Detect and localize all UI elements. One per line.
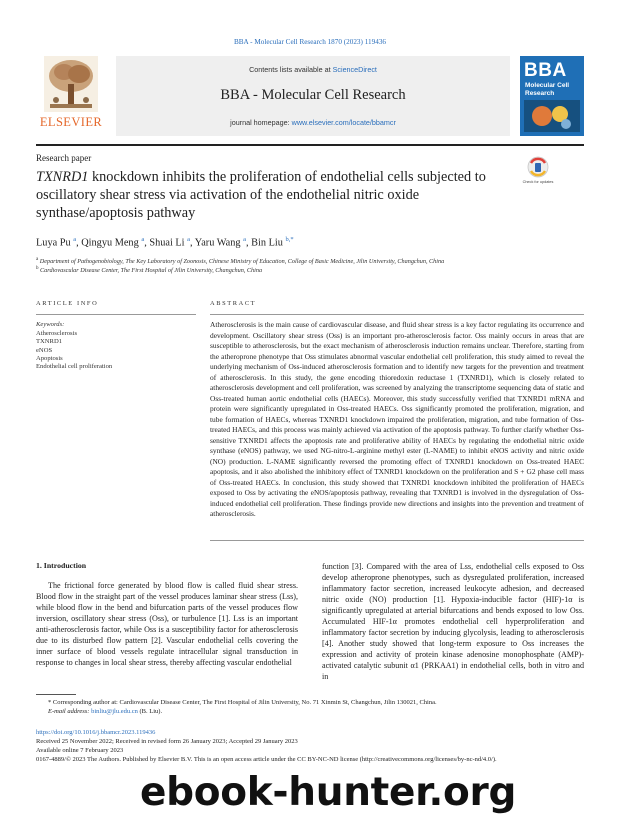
author-list: Luya Pu $^a$, Qingyu Meng $^a$, Shuai Li $^a$, Yaru Wang $^a$, Bin Liu $^{b,*}$: [36, 236, 294, 249]
available-online-date: Available online 7 February 2023: [36, 747, 124, 754]
watermark-text: ebook-hunter.org: [140, 770, 517, 815]
footnote-rule: [36, 694, 76, 695]
contents-line: [116, 65, 510, 74]
article-info-rule: [36, 314, 196, 315]
keywords-title: Keywords:: [36, 321, 65, 328]
author-affil-marker[interactable]: a: [73, 236, 77, 243]
article-title: [36, 168, 504, 222]
homepage-prefix: journal homepage:: [230, 118, 292, 127]
section-heading-introduction: 1. Introduction: [36, 561, 87, 570]
body-paragraph: The frictional force generated by blood flow is called fluid shear stress. Blood flow in the straight part of the vessel produces laminar shear stress (Lss), while blood flow in the bend and bifurcation parts of the vessel produces flow inversion, oscillatory shear stress (Oss), or turbulence [1]. Lss is an important anti-atherosclerosis factor, while Oss is a susceptibility factor for atherosclerosis due to its disturbed flow pattern [2]. Vascular endothelial cells covering the inner surface of blood vessels regulate intracellular signal transduction in response to changes in local shear stress, thereby affecting vascular endothelial: [36, 581, 298, 667]
journal-masthead: [116, 56, 510, 136]
title-gene: TXNRD1: [36, 169, 89, 185]
keyword-item: Atherosclerosis: [36, 330, 78, 337]
email-suffix: (B. Liu).: [137, 708, 163, 715]
journal-homepage-link[interactable]: www.elsevier.com/locate/bbamcr: [291, 118, 396, 127]
cover-artwork-icon: [524, 100, 580, 132]
affil-marker: a: [36, 257, 39, 262]
author-name[interactable]: Luya Pu: [36, 237, 71, 249]
homepage-line: [116, 118, 510, 127]
keyword-list: [36, 330, 112, 371]
license-statement: 0167-4889/© 2023 The Authors. Published by Elsevier B.V. This is an open access article under the CC BY-NC-ND license (http://creativecommons.org/licenses/by-nc-nd/4.0/).: [36, 756, 497, 763]
email-label: E-mail address:: [48, 708, 92, 715]
elsevier-wordmark: ELSEVIER: [39, 115, 103, 129]
running-head[interactable]: BBA - Molecular Cell Research 1870 (2023) 119436: [233, 38, 387, 46]
body-column-right: [322, 561, 584, 682]
author-name[interactable]: Yaru Wang: [194, 237, 241, 249]
affil-text: Cardiovascular Disease Center, The First Hospital of Jilin University, Changchun, China: [40, 267, 263, 275]
sciencedirect-link[interactable]: ScienceDirect: [332, 65, 377, 74]
cover-brand: BBA: [524, 60, 567, 81]
affiliation-b: [36, 266, 262, 274]
abstract-rule: [210, 314, 584, 315]
elsevier-tree-icon: [44, 56, 98, 112]
abstract-bottom-rule: [210, 540, 584, 541]
author-affil-marker[interactable]: b,*: [285, 236, 294, 243]
check-updates-icon: [522, 156, 554, 180]
received-dates: Received 25 November 2022; Received in revised form 26 January 2023; Accepted 29 January 2023: [36, 738, 298, 745]
title-rest: knockdown inhibits the proliferation of endothelial cells subjected to oscillatory shear stress via activation of the endothelial nitric oxide synthase/apoptosis pathway: [36, 169, 486, 221]
abstract-body: [210, 320, 584, 520]
author-name[interactable]: Bin Liu: [251, 237, 283, 249]
affiliation-a: [36, 257, 444, 265]
author-name[interactable]: Qingyu Meng: [81, 237, 139, 249]
check-updates-label: Check for updates: [522, 180, 554, 184]
affil-text: Department of Pathogenobiology, The Key Laboratory of Zoonosis, Chinese Ministry of Education, College of Basic Medicine, Jilin University, Changchun, China: [39, 258, 445, 266]
email-link[interactable]: binliu@jlu.edu.cn: [91, 708, 138, 715]
journal-title: BBA - Molecular Cell Research: [220, 87, 406, 103]
email-note: [36, 708, 584, 716]
author-name[interactable]: Shuai Li: [149, 237, 185, 249]
header-rule: [36, 144, 584, 146]
cover-subtitle: Molecular Cell Research: [525, 82, 570, 97]
body-column-left: [36, 560, 298, 668]
article-type: Research paper: [36, 153, 92, 163]
affil-marker: b: [36, 266, 39, 271]
check-for-updates-button[interactable]: [522, 156, 554, 188]
article-info-heading: ARTICLE INFO: [36, 300, 99, 307]
author-affil-marker[interactable]: a: [243, 236, 246, 243]
body-paragraph: function [3]. Compared with the area of Lss, endothelial cells exposed to Oss develop atheroprone phenotypes, such as dysregulated proliferation, increased inflammatory factor secretion, increased leukocyte adhesion, and decreased nitric oxide (NO) production [1]. Hypoxia-inducible factor (HIF)-1α is significantly upregulated at arterial bifurcations and bends exposed to low Oss. Accumulated HIF-1α promotes endothelial cell hyperproliferation and inflammatory factor secretion by inducing glycolysis, leading to atherosclerosis [4]. Another study showed that long-term exposure to Oss increases the expression and activity of protein kinase adenosine monophosphate (AMP)-activated catalytic subunit α1 (PRKAA1) in endothelial cells, both in vitro and in: [322, 562, 584, 681]
keyword-item: TXNRD1: [36, 338, 63, 346]
corresponding-author-note: * Corresponding author at: Cardiovascular Disease Center, The First Hospital of Jilin University, No. 71 Xinmin St, Changchun, Jilin 130021, China.: [48, 699, 437, 706]
keyword-item: eNOS: [36, 346, 53, 354]
elsevier-logo[interactable]: [36, 56, 106, 134]
keyword-item: Apoptosis: [36, 354, 63, 362]
abstract-heading: ABSTRACT: [210, 300, 257, 307]
author-affil-marker[interactable]: a: [141, 236, 145, 243]
journal-cover-image[interactable]: [520, 56, 584, 136]
doi-link[interactable]: https://doi.org/10.1016/j.bbamcr.2023.119436: [36, 729, 156, 736]
keyword-item: Endothelial cell proliferation: [36, 363, 113, 371]
author-affil-marker[interactable]: a: [187, 236, 191, 243]
abstract-text: Atherosclerosis is the main cause of cardiovascular disease, and fluid shear stress is a key factor regulating its occurrence and development. Oscillatory shear stress (Oss) is an important pro-atherosclerosis factor. Oss mainly occurs in areas that are susceptible to atherosclerosis, but the exact mechanism of atherosclerosis induction remains unclear. Therefore, starting from the atheroprone phenotype that Oss stimulates abnormal vascular endothelial cell proliferation, this study aimed to reveal the underlying mechanism of Oss-induced atherosclerosis formation and to identify new targets for the prevention and treatment of atherosclerosis. In this study, the gene encoding thioredoxin reductase 1 (TXNRD1), which is closely related to atherosclerosis development and cell proliferation, was screened by analyzing the transcriptome sequencing data of static and Oss-treated human aortic endothelial cells (HAECs). Moreover, this study successfully verified that TXNRD1 mRNA and protein were significantly upregulated in Oss-treated HAECs. Oss significantly promoted the proliferation, migration, and tube formation of HAECs, whereas TXNRD1 knockdown impaired the proliferation, migration, and tube formation of Oss-treated HAECs, and this process was mainly achieved via activation of the apoptosis pathway. To further clarify whether Oss-sensitive TXNRD1 affects the apoptosis rate and proliferative ability of HAECs by regulating the endothelial nitric oxide synthase (eNOS) pathway, we used NG-nitro-L-arginine methyl ester (L-NAME) to inhibit eNOS activity and nitric oxide (NO) production. L-NAME significantly reversed the promoting effect of TXNRD1 knockdown on Oss-treated HAEC apoptosis, and it also abolished the inhibitory effect of TXNRD1 knockdown on the proliferation and S + G2 phase cell mass of Oss-treated HAECs. In conclusion, this study showed that TXNRD1 knockdown inhibited the proliferation of HAECs exposed to Oss by activating the eNOS/apoptosis pathway, revealing that TXNRD1 is involved in the dysregulation of Oss-induced endothelial cell proliferation. These findings provide new directions and insights into the prevention and treatment of atherosclerosis.: [210, 320, 584, 518]
contents-prefix: Contents lists available at: [249, 65, 333, 74]
